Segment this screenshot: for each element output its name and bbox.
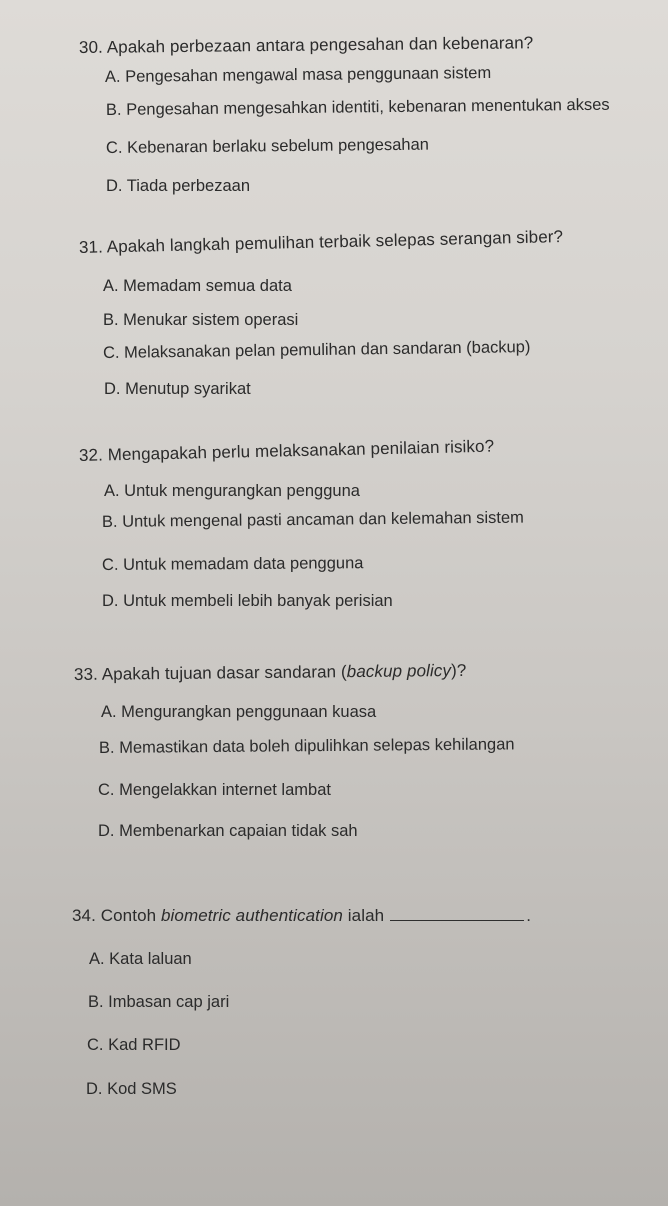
question-30-option-a: A. Pengesahan mengawal masa penggunaan sistem	[104, 63, 492, 86]
question-30-option-c: C. Kebenaran berlaku sebelum pengesahan	[105, 135, 429, 157]
question-30: 30. Apakah perbezaan antara pengesahan dan kebenaran?	[78, 33, 534, 57]
question-34	[72, 906, 531, 926]
question-34-option-a: A. Kata laluan	[89, 950, 192, 968]
question-32-option-c: C. Untuk memadam data pengguna	[101, 554, 364, 574]
question-31-option-a: A. Memadam semua data	[103, 277, 292, 295]
question-32-option-d: D. Untuk membeli lebih banyak perisian	[102, 592, 393, 610]
question-30-option-d: D. Tiada perbezaan	[106, 177, 251, 195]
question-30-option-b: B. Pengesahan mengesahkan identiti, kebenaran menentukan akses	[105, 95, 610, 119]
question-32-option-b: B. Untuk mengenal pasti ancaman dan kelemahan sistem	[101, 508, 524, 531]
question-33	[74, 661, 467, 685]
question-34-option-b: B. Imbasan cap jari	[88, 993, 230, 1011]
question-34-option-d: D. Kod SMS	[86, 1080, 177, 1098]
answer-blank-line	[390, 920, 524, 921]
question-34-text-italic: biometric authentication	[161, 906, 343, 925]
question-33-option-c: C. Mengelakkan internet lambat	[98, 781, 331, 799]
question-31-option-b: B. Menukar sistem operasi	[103, 311, 299, 329]
question-33-option-a: A. Mengurangkan penggunaan kuasa	[101, 703, 377, 721]
question-31-option-c: C. Melaksanakan pelan pemulihan dan sandaran (backup)	[102, 338, 531, 362]
question-34-end-dot: .	[526, 906, 532, 925]
question-34-option-c: C. Kad RFID	[87, 1036, 181, 1054]
question-33-option-b: B. Memastikan data boleh dipulihkan selepas kehilangan	[98, 735, 515, 757]
question-33-text-start: 33. Apakah tujuan dasar sandaran (	[73, 662, 347, 684]
question-31-option-d: D. Menutup syarikat	[104, 380, 251, 398]
question-33-option-d: D. Membenarkan capaian tidak sah	[98, 822, 358, 840]
question-33-text-end: )?	[450, 660, 467, 681]
question-31: 31. Apakah langkah pemulihan terbaik selepas serangan siber?	[78, 227, 564, 257]
question-32-option-a: A. Untuk mengurangkan pengguna	[104, 482, 360, 500]
question-34-text-start: 34. Contoh	[72, 906, 161, 925]
question-33-text-italic: backup policy	[346, 661, 452, 682]
question-32: 32. Mengapakah perlu melaksanakan penilaian risiko?	[78, 436, 495, 465]
question-34-text-end: ialah	[342, 906, 385, 925]
